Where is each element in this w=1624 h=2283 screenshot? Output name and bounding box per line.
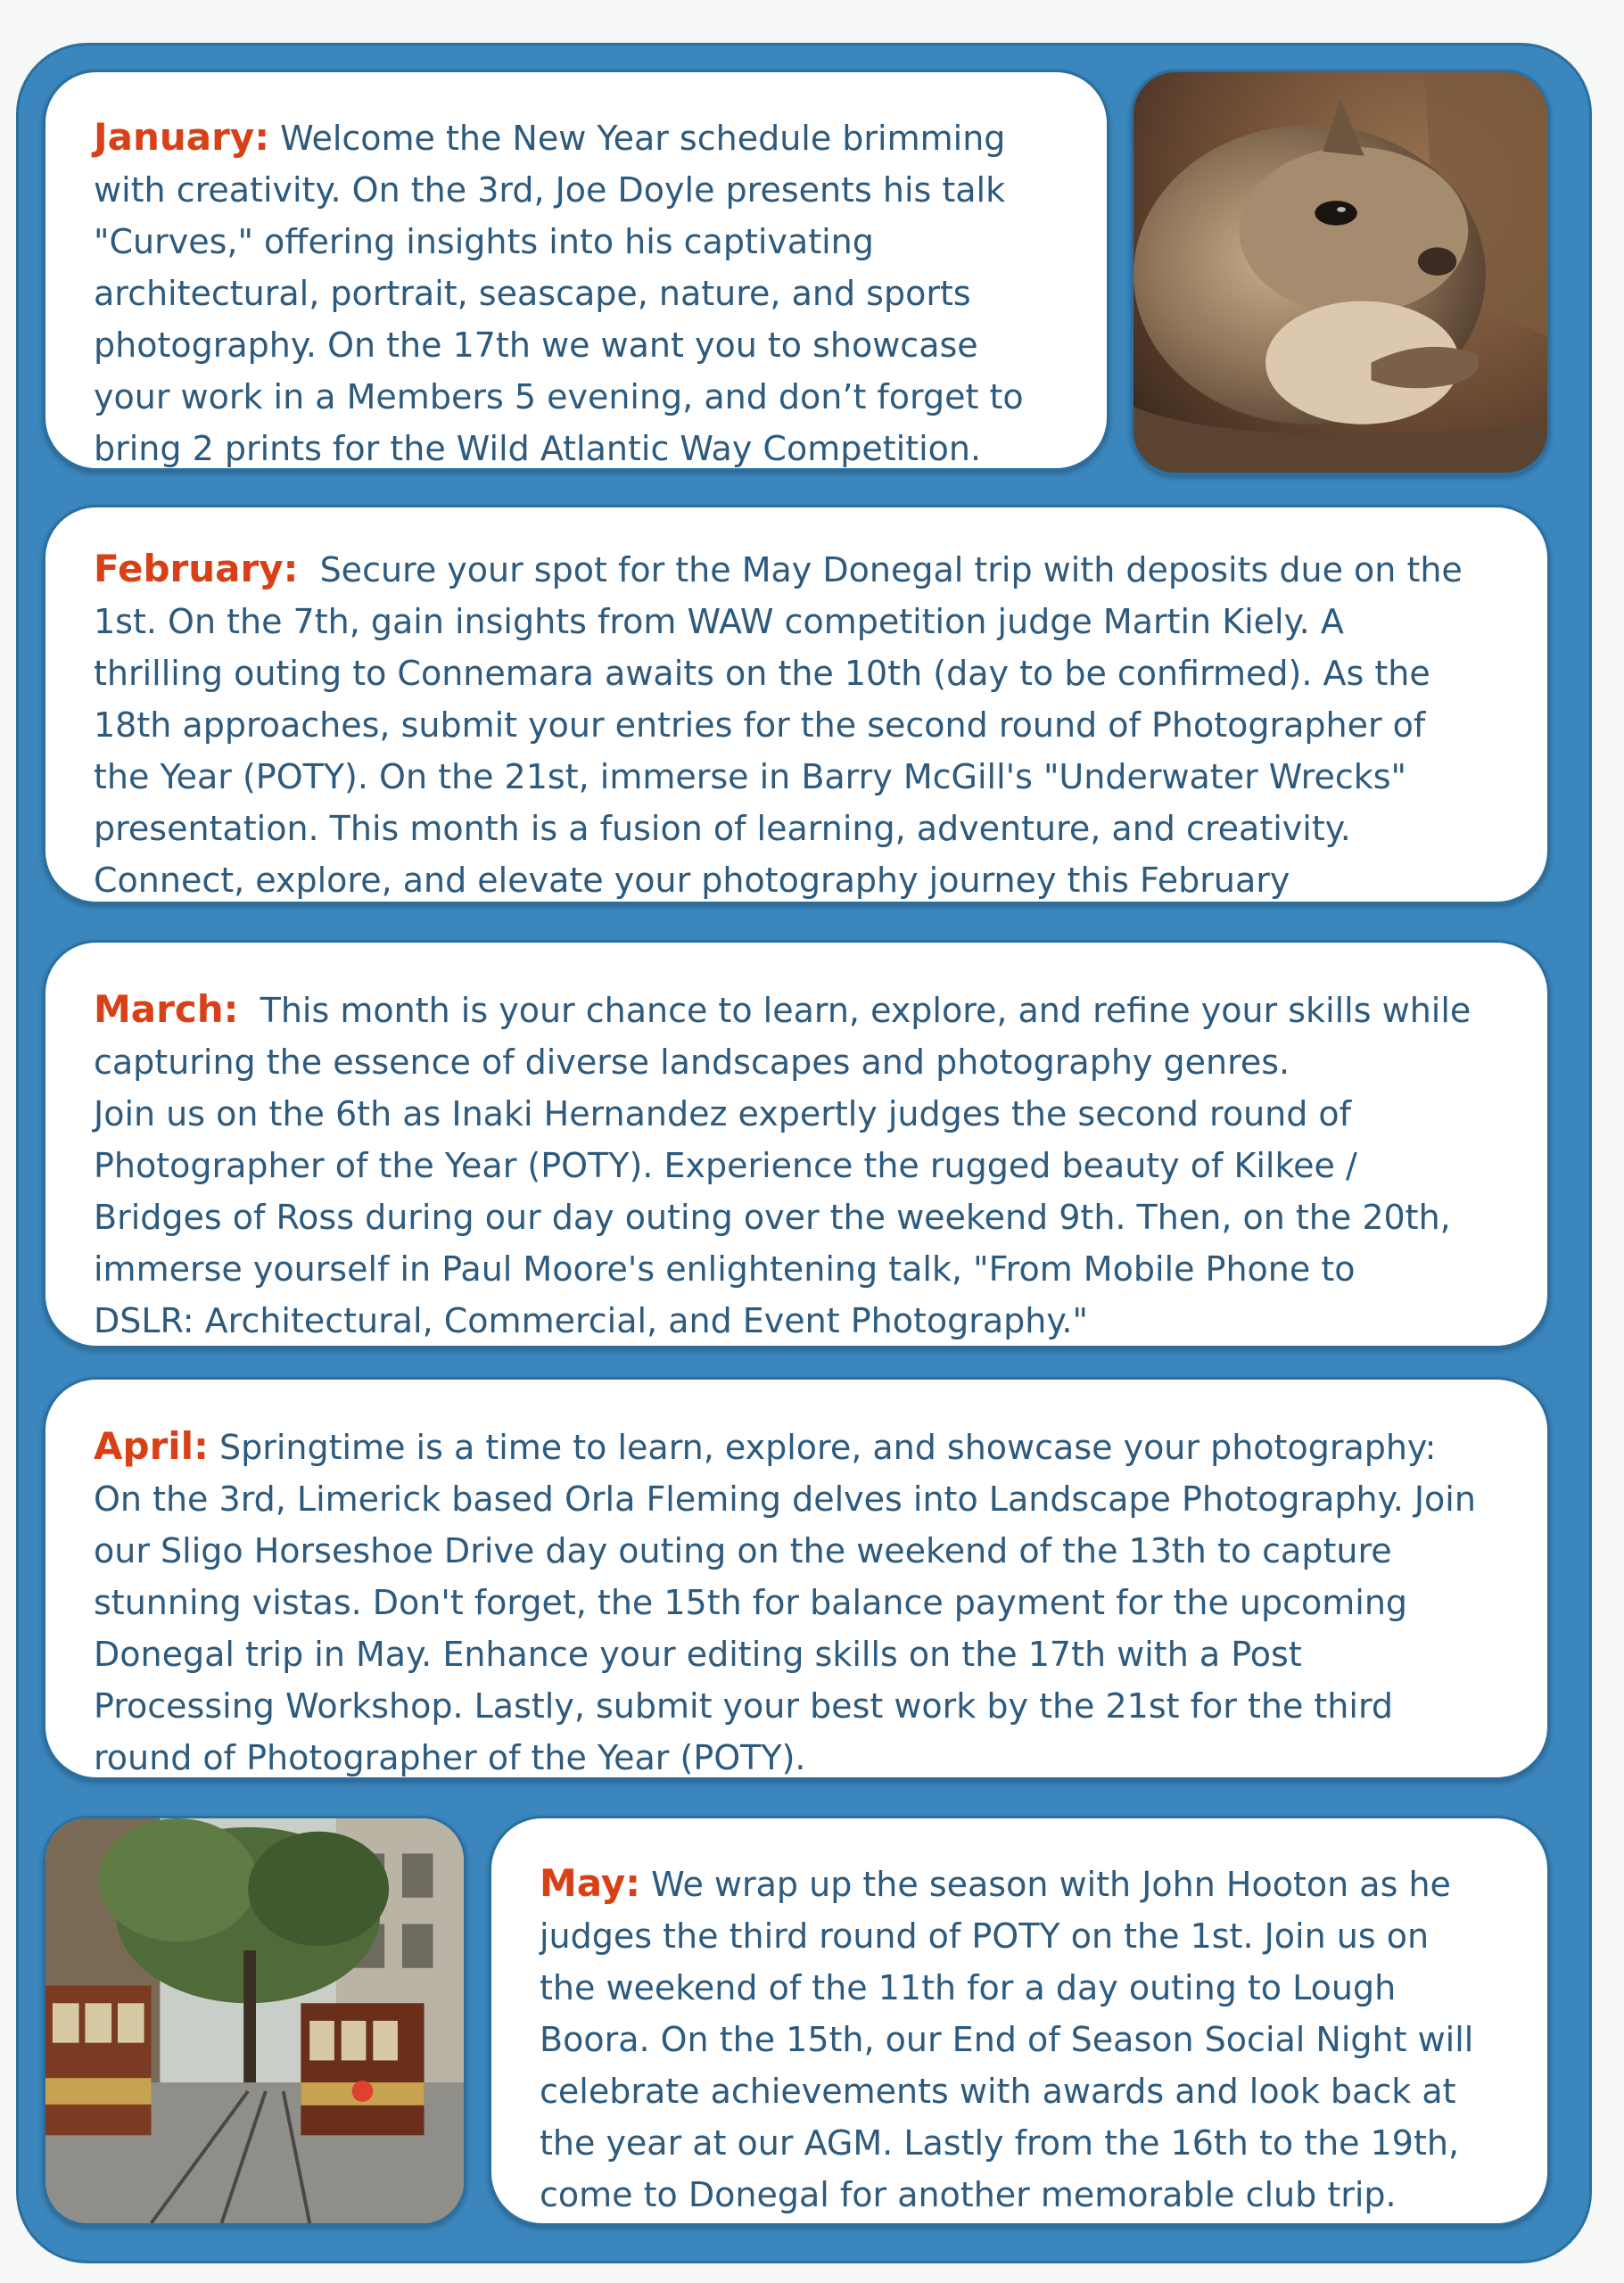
text-line: 1st. On the 7th, gain insights from WAW competition judge Martin Kiely. A <box>94 602 1344 641</box>
text-line: "Curves," offering insights into his captivating <box>94 222 874 261</box>
month-heading: May <box>540 1861 626 1905</box>
may-card: May: We wrap up the season with John Hooton as he judges the third round of POTY on the 1st. Join us on the weekend of the 11th for a day outing to Lough Boora. On the 15th, our End of Season Social Night will celebrate achievements with awards and look back at the year at our AGM. Lastly from the 16th to the 19th, come to Donegal for another memorable club trip. <box>489 1816 1550 2226</box>
text-line: stunning vistas. Don't forget, the 15th for balance payment for the upcoming <box>94 1583 1408 1622</box>
text-line: the year at our AGM. Lastly from the 16th to the 19th, <box>540 2123 1460 2163</box>
squirrel-photo <box>1131 70 1550 475</box>
month-heading: January <box>94 115 255 159</box>
text-line: the Year (POTY). On the 21st, immerse in Barry McGill's "Underwater Wrecks" <box>94 757 1406 796</box>
text-line: presentation. This month is a fusion of learning, adventure, and creativity. <box>94 809 1351 848</box>
january-card: January: Welcome the New Year schedule brimming with creativity. On the 3rd, Joe Doyle presents his talk "Curves," offering insights into his captivating architectural, portrait, seascape, nature, and sports photography. On the 17th we want you to showcase your work in a Members 5 evening, and don’t forget to bring 2 prints for the Wild Atlantic Way Competition. <box>43 70 1109 471</box>
text-line: Connect, explore, and elevate your photography journey this February <box>94 861 1290 900</box>
text-line: Secure your spot for the May Donegal trip with deposits due on the <box>319 550 1463 589</box>
text-line: This month is your chance to learn, explore, and refine your skills while <box>260 991 1471 1030</box>
april-card: April: Springtime is a time to learn, explore, and showcase your photography: On the 3rd, Limerick based Orla Fleming delves into Landscape Photography. Join our Sligo Horseshoe Drive day outing on the weekend of the 13th to capture stunning vistas. Don't forget, the 15th for balance payment for the upcoming Donegal trip in May. Enhance your editing skills on the 17th with a Post Processing Workshop. Lastly, submit your best work by the 21st for the third round of Photographer of the Year (POTY). <box>43 1377 1550 1780</box>
text-line: celebrate achievements with awards and look back at <box>540 2072 1456 2111</box>
text-line: Springtime is a time to learn, explore, and showcase your photography: <box>218 1428 1437 1467</box>
text-line: We wrap up the season with John Hooton as he <box>651 1865 1451 1904</box>
text-line: Photographer of the Year (POTY). Experience the rugged beauty of Kilkee / <box>94 1146 1357 1185</box>
text-line: round of Photographer of the Year (POTY). <box>94 1738 806 1777</box>
text-line: On the 3rd, Limerick based Orla Fleming delves into Landscape Photography. Join <box>94 1479 1476 1519</box>
text-line: come to Donegal for another memorable club trip. <box>540 2175 1397 2214</box>
text-line: architectural, portrait, seascape, nature, and sports <box>94 274 971 313</box>
text-line: with creativity. On the 3rd, Joe Doyle presents his talk <box>94 170 1006 210</box>
month-heading: February <box>94 547 284 590</box>
text-line: judges the third round of POTY on the 1st. Join us on <box>540 1916 1430 1956</box>
text-line: capturing the essence of diverse landscapes and photography genres. <box>94 1043 1290 1082</box>
february-card: February: Secure your spot for the May Donegal trip with deposits due on the 1st. On the 7th, gain insights from WAW competition judge Martin Kiely. A thrilling outing to Connemara awaits on the 10th (day to be confirmed). As the 18th approaches, submit your entries for the second round of Photographer of the Year (POTY). On the 21st, immerse in Barry McGill's "Underwater Wrecks" presentation. This month is a fusion of learning, adventure, and creativity. Connect, explore, and elevate your photography journey this February <box>43 505 1550 904</box>
month-heading: April <box>94 1424 194 1468</box>
month-heading: March <box>94 987 224 1031</box>
text-line: the weekend of the 11th for a day outing to Lough <box>540 1968 1397 2007</box>
text-line: thrilling outing to Connemara awaits on the 10th (day to be confirmed). As the <box>94 654 1430 693</box>
text-line: DSLR: Architectural, Commercial, and Event Photography." <box>94 1301 1088 1340</box>
text-line: our Sligo Horseshoe Drive day outing on the weekend of the 13th to capture <box>94 1531 1392 1570</box>
text-line: immerse yourself in Paul Moore's enlightening talk, "From Mobile Phone to <box>94 1249 1356 1289</box>
text-line: Processing Workshop. Lastly, submit your best work by the 21st for the third <box>94 1686 1394 1726</box>
text-line: your work in a Members 5 evening, and don’t forget to <box>94 377 1024 416</box>
text-line: Donegal trip in May. Enhance your editing skills on the 17th with a Post <box>94 1635 1302 1674</box>
text-line: photography. On the 17th we want you to showcase <box>94 326 978 365</box>
text-line: Join us on the 6th as Inaki Hernandez expertly judges the second round of <box>94 1094 1352 1133</box>
text-line: Boora. On the 15th, our End of Season Social Night will <box>540 2020 1474 2059</box>
text-line: Bridges of Ross during our day outing over the weekend 9th. Then, on the 20th, <box>94 1198 1451 1237</box>
text-line: bring 2 prints for the Wild Atlantic Way Competition. <box>94 429 982 468</box>
text-line: 18th approaches, submit your entries for the second round of Photographer of <box>94 705 1426 745</box>
cable-car-street-photo <box>43 1816 466 2226</box>
march-card: March: This month is your chance to learn, explore, and refine your skills while capturing the essence of diverse landscapes and photography genres. Join us on the 6th as Inaki Hernandez expertly judges the second round of Photographer of the Year (POTY). Experience the rugged beauty of Kilkee / Bridges of Ross during our day outing over the weekend 9th. Then, on the 20th, immerse yourself in Paul Moore's enlightening talk, "From Mobile Phone to DSLR: Architectural, Commercial, and Event Photography." <box>43 940 1550 1348</box>
text-line: Welcome the New Year schedule brimming <box>280 119 1006 158</box>
